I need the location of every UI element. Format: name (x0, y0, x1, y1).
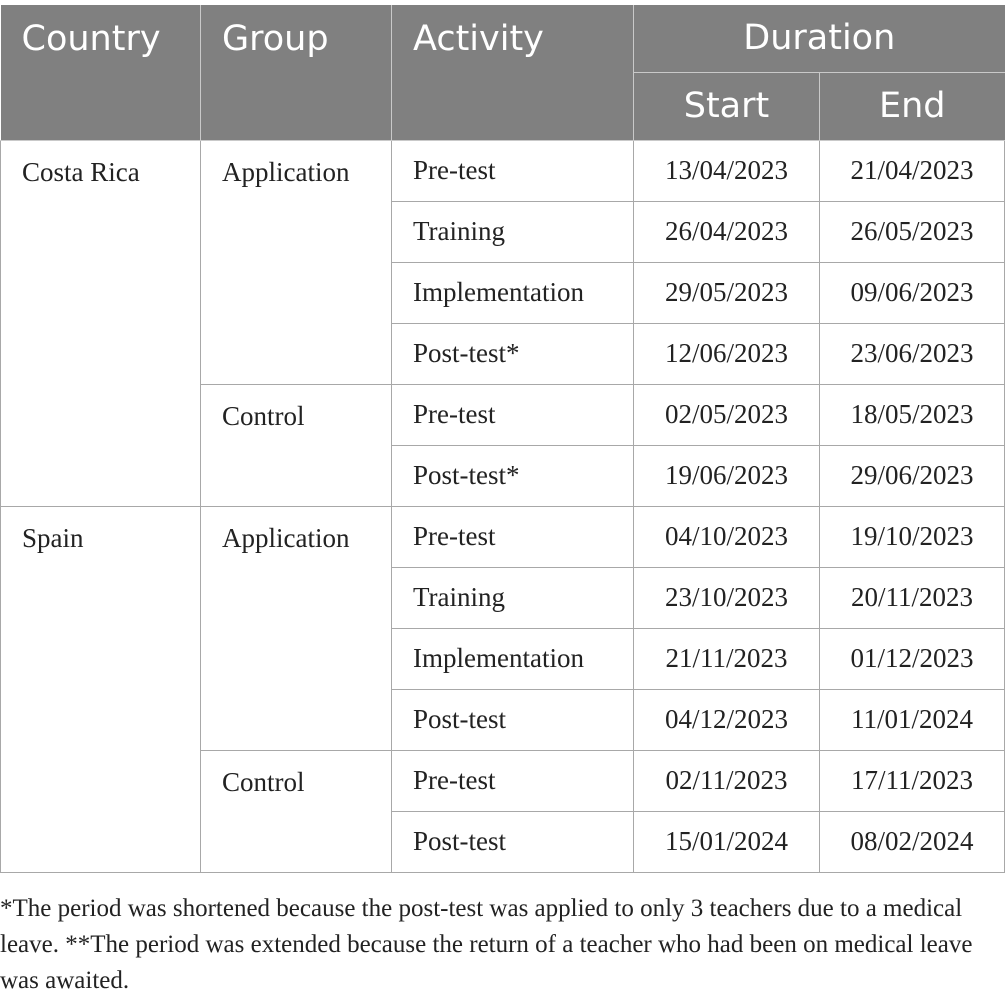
activity-cell: Post-test* (392, 323, 634, 384)
table-row (1, 140, 1005, 201)
start-date-cell: 13/04/2023 (634, 140, 820, 201)
group-cell: Application (201, 506, 392, 750)
activity-cell: Training (392, 567, 634, 628)
header-start: Start (634, 72, 820, 140)
group-cell: Control (201, 384, 392, 506)
group-cell: Application (201, 140, 392, 384)
activity-cell: Implementation (392, 262, 634, 323)
end-date-cell: 08/02/2024 (820, 811, 1005, 872)
end-date-cell: 11/01/2024 (820, 689, 1005, 750)
activity-cell: Pre-test (392, 384, 634, 445)
start-date-cell: 26/04/2023 (634, 201, 820, 262)
start-date-cell: 21/11/2023 (634, 628, 820, 689)
start-date-cell: 04/12/2023 (634, 689, 820, 750)
start-date-cell: 02/11/2023 (634, 750, 820, 811)
activity-cell: Post-test (392, 811, 634, 872)
activity-cell: Pre-test (392, 750, 634, 811)
start-date-cell: 23/10/2023 (634, 567, 820, 628)
country-cell: Costa Rica (1, 140, 201, 506)
header-country: Country (1, 5, 201, 140)
end-date-cell: 09/06/2023 (820, 262, 1005, 323)
country-cell: Spain (1, 506, 201, 872)
activity-cell: Training (392, 201, 634, 262)
activity-cell: Implementation (392, 628, 634, 689)
end-date-cell: 18/05/2023 (820, 384, 1005, 445)
header-group: Group (201, 5, 392, 140)
end-date-cell: 21/04/2023 (820, 140, 1005, 201)
start-date-cell: 29/05/2023 (634, 262, 820, 323)
activity-cell: Pre-test (392, 140, 634, 201)
activity-cell: Pre-test (392, 506, 634, 567)
end-date-cell: 01/12/2023 (820, 628, 1005, 689)
end-date-cell: 23/06/2023 (820, 323, 1005, 384)
end-date-cell: 29/06/2023 (820, 445, 1005, 506)
table-header (1, 5, 1005, 140)
start-date-cell: 02/05/2023 (634, 384, 820, 445)
end-date-cell: 17/11/2023 (820, 750, 1005, 811)
end-date-cell: 26/05/2023 (820, 201, 1005, 262)
table-body (1, 140, 1005, 872)
activity-cell: Post-test (392, 689, 634, 750)
header-duration: Duration (634, 5, 1005, 72)
start-date-cell: 04/10/2023 (634, 506, 820, 567)
schedule-table (0, 5, 1005, 873)
table-footnote: *The period was shortened because the post-test was applied to only 3 teachers due to a medical leave. **The period was extended because the return of a teacher who had been on medical leave was awaited. (0, 895, 973, 994)
end-date-cell: 19/10/2023 (820, 506, 1005, 567)
activity-cell: Post-test* (392, 445, 634, 506)
start-date-cell: 15/01/2024 (634, 811, 820, 872)
header-activity: Activity (392, 5, 634, 140)
table-row (1, 506, 1005, 567)
group-cell: Control (201, 750, 392, 872)
header-end: End (820, 72, 1005, 140)
start-date-cell: 19/06/2023 (634, 445, 820, 506)
end-date-cell: 20/11/2023 (820, 567, 1005, 628)
start-date-cell: 12/06/2023 (634, 323, 820, 384)
